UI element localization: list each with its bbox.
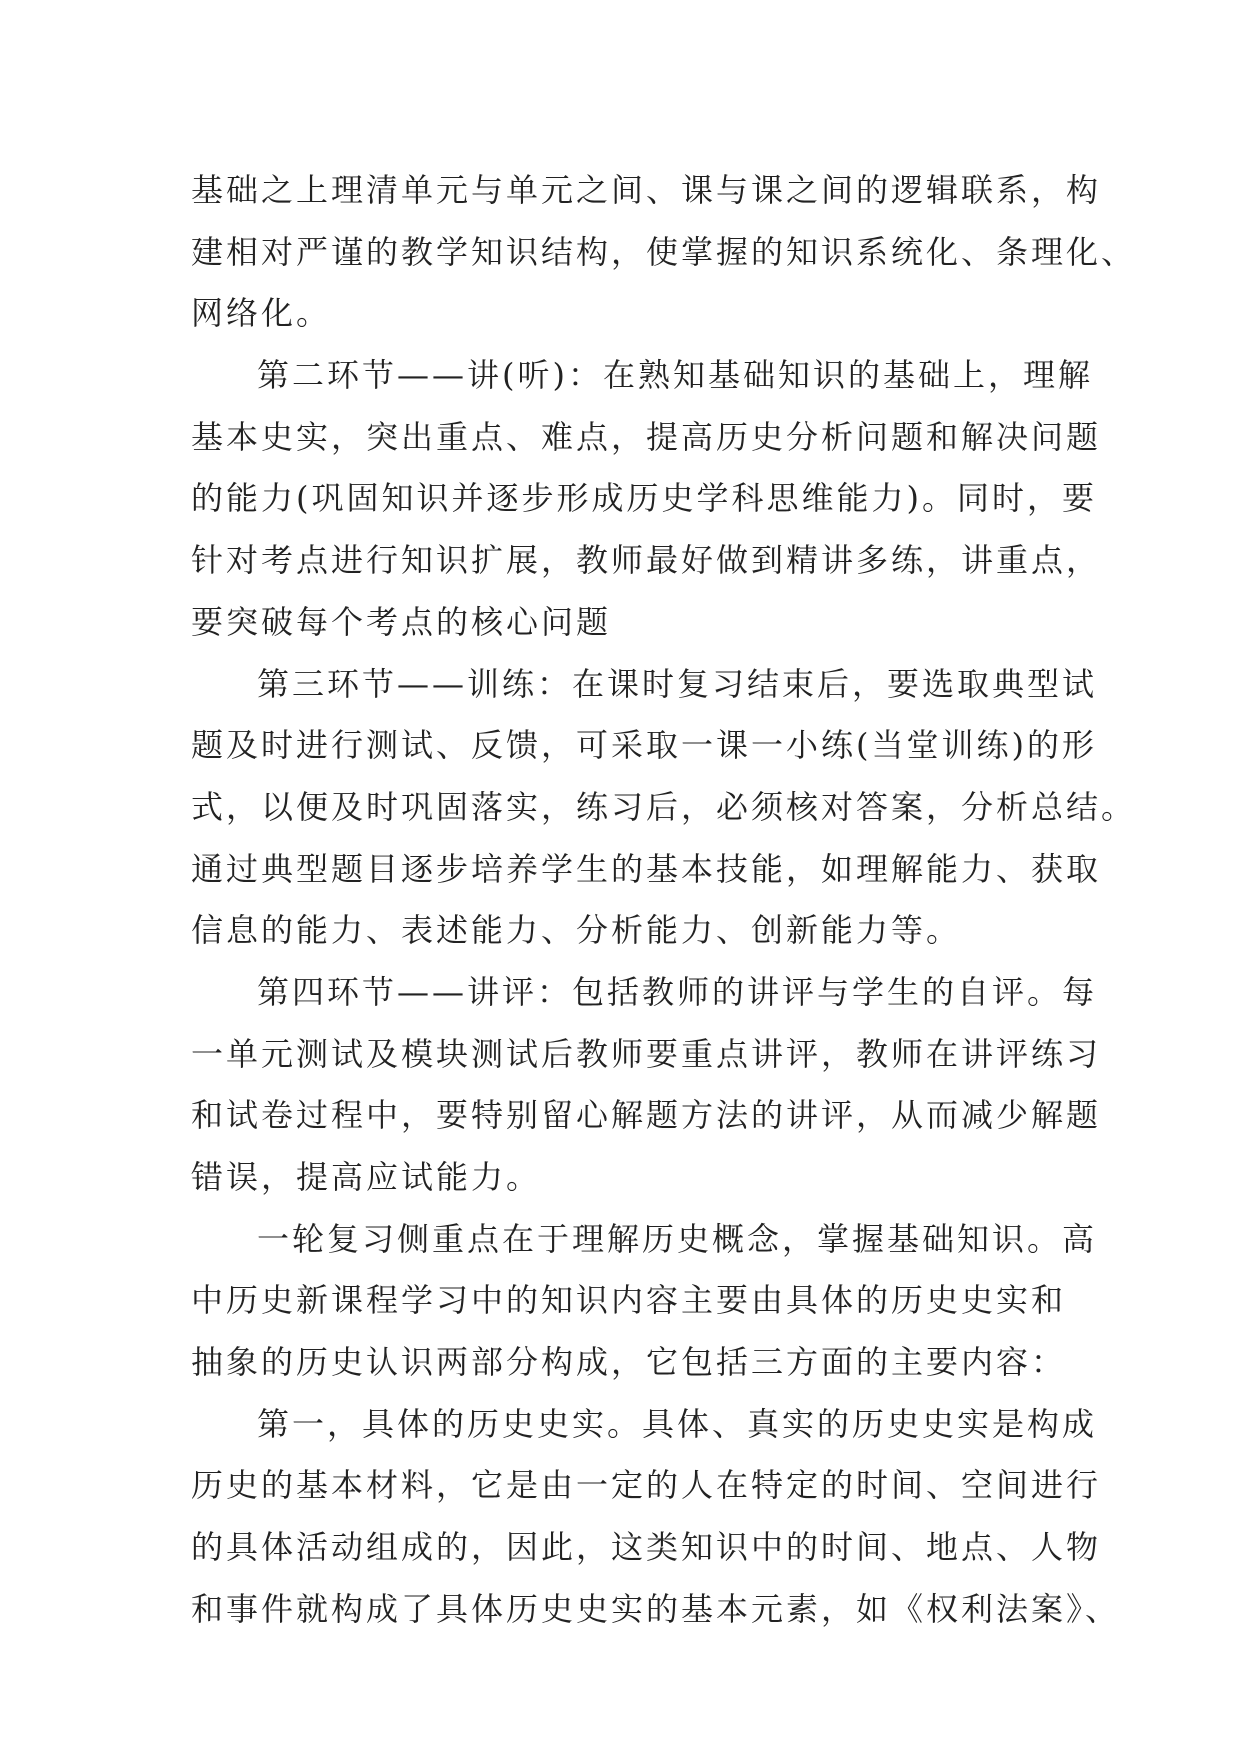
text-line: 网络化。: [191, 294, 332, 333]
body-text: [191, 160, 1137, 1641]
text-line: 错误，提高应试能力。: [191, 1158, 542, 1196]
text-line: 的能力(巩固知识并逐步形成历史学科思维能力)。同时，要: [191, 479, 1097, 518]
text-line: 中历史新课程学习中的知识内容主要由具体的历史史实和: [191, 1281, 1067, 1320]
text-line: 针对考点进行知识扩展，教师最好做到精讲多练，讲重点，: [191, 541, 1102, 580]
text-line: 题及时进行测试、反馈，可采取一课一小练(当堂训练)的形: [191, 726, 1097, 765]
text-line: 通过典型题目逐步培养学生的基本技能，如理解能力、获取: [191, 849, 1102, 888]
text-line: 基础之上理清单元与单元之间、课与课之间的逻辑联系，构: [191, 171, 1102, 209]
text-line: 历史的基本材料，它是由一定的人在特定的时间、空间进行: [191, 1466, 1102, 1505]
text-line: 要突破每个考点的核心问题: [191, 602, 612, 641]
text-line: 一单元测试及模块测试后教师要重点讲评，教师在讲评练习: [191, 1034, 1102, 1073]
text-line: 基本史实，突出重点、难点，提高历史分析问题和解决问题: [191, 417, 1102, 456]
text-line: 第一，具体的历史史实。具体、真实的历史史实是构成: [257, 1404, 1098, 1443]
text-line: 抽象的历史认识两部分构成，它包括三方面的主要内容：: [191, 1343, 1067, 1382]
text-line: 第二环节——讲(听)：在熟知基础知识的基础上，理解: [257, 356, 1093, 395]
text-line: 第四环节——讲评：包括教师的讲评与学生的自评。每: [257, 972, 1098, 1011]
text-line: 一轮复习侧重点在于理解历史概念，掌握基础知识。高: [257, 1219, 1098, 1258]
text-line: 式，以便及时巩固落实，练习后，必须核对答案，分析总结。: [191, 787, 1137, 826]
text-line: 信息的能力、表述能力、分析能力、创新能力等。: [191, 911, 962, 950]
text-line: 和事件就构成了具体历史史实的基本元素，如《权利法案》、: [191, 1589, 1121, 1628]
text-line: 和试卷过程中，要特别留心解题方法的讲评，从而减少解题: [191, 1096, 1102, 1135]
text-line: 的具体活动组成的，因此，这类知识中的时间、地点、人物: [191, 1528, 1102, 1567]
text-line: 第三环节——训练：在课时复习结束后，要选取典型试: [257, 664, 1098, 703]
text-line: 建相对严谨的教学知识结构，使掌握的知识系统化、条理化、: [191, 232, 1137, 271]
